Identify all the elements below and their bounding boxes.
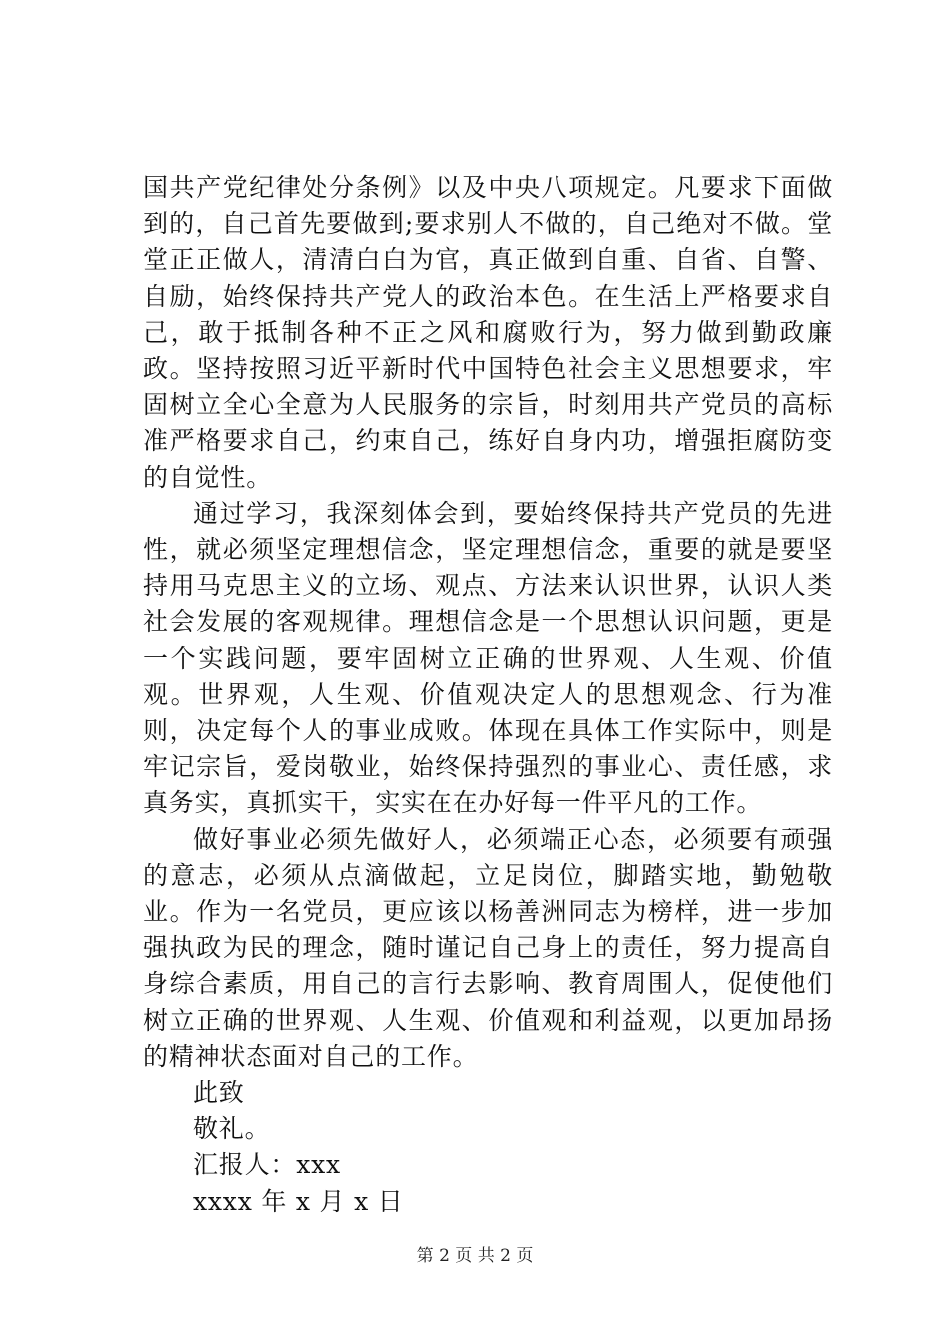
paragraph-2: 通过学习，我深刻体会到，要始终保持共产党员的先进性，就必须坚定理想信念，坚定理想信念，重要的就是要坚持用马克思主义的立场、观点、方法来认识世界，认识人类社会发展的客观规律。理想信念是一个思想认识问题，更是一个实践问题，要牢固树立正确的世界观、人生观、价值观。世界观，人生观、价值观决定人的思想观念、行为准则，决定每个人的事业成败。体现在具体工作实际中，则是牢记宗旨，爱岗敬业，始终保持强烈的事业心、责任感，求真务实，真抓实干，实实在在办好每一件平凡的工作。 <box>143 498 833 818</box>
document-body <box>143 170 833 1220</box>
reporter-line: 汇报人：xxx <box>193 1150 341 1180</box>
date-line: xxxx 年 x 月 x 日 <box>193 1186 404 1216</box>
page-footer: 第 2 页 共 2 页 <box>416 1246 534 1266</box>
closing-salutation: 此致 <box>193 1078 245 1108</box>
paragraph-1: 国共产党纪律处分条例》以及中央八项规定。凡要求下面做到的，自己首先要做到;要求别人不做的，自己绝对不做。堂堂正正做人，清清白白为官，真正做到自重、自省、自警、自励，始终保持共产党人的政治本色。在生活上严格要求自己，敢于抵制各种不正之风和腐败行为，努力做到勤政廉政。坚持按照习近平新时代中国特色社会主义思想要求，牢固树立全心全意为人民服务的宗旨，时刻用共产党员的高标准严格要求自己，约束自己，练好自身内功，增强拒腐防变的自觉性。 <box>143 173 833 492</box>
closing-respect: 敬礼。 <box>193 1114 271 1144</box>
paragraph-3: 做好事业必须先做好人，必须端正心态，必须要有顽强的意志，必须从点滴做起，立足岗位，脚踏实地，勤勉敬业。作为一名党员，更应该以杨善洲同志为榜样，进一步加强执政为民的理念，随时谨记自己身上的责任，努力提高自身综合素质，用自己的言行去影响、教育周围人，促使他们树立正确的世界观、人生观、价值观和利益观，以更加昂扬的精神状态面对自己的工作。 <box>143 824 833 1071</box>
